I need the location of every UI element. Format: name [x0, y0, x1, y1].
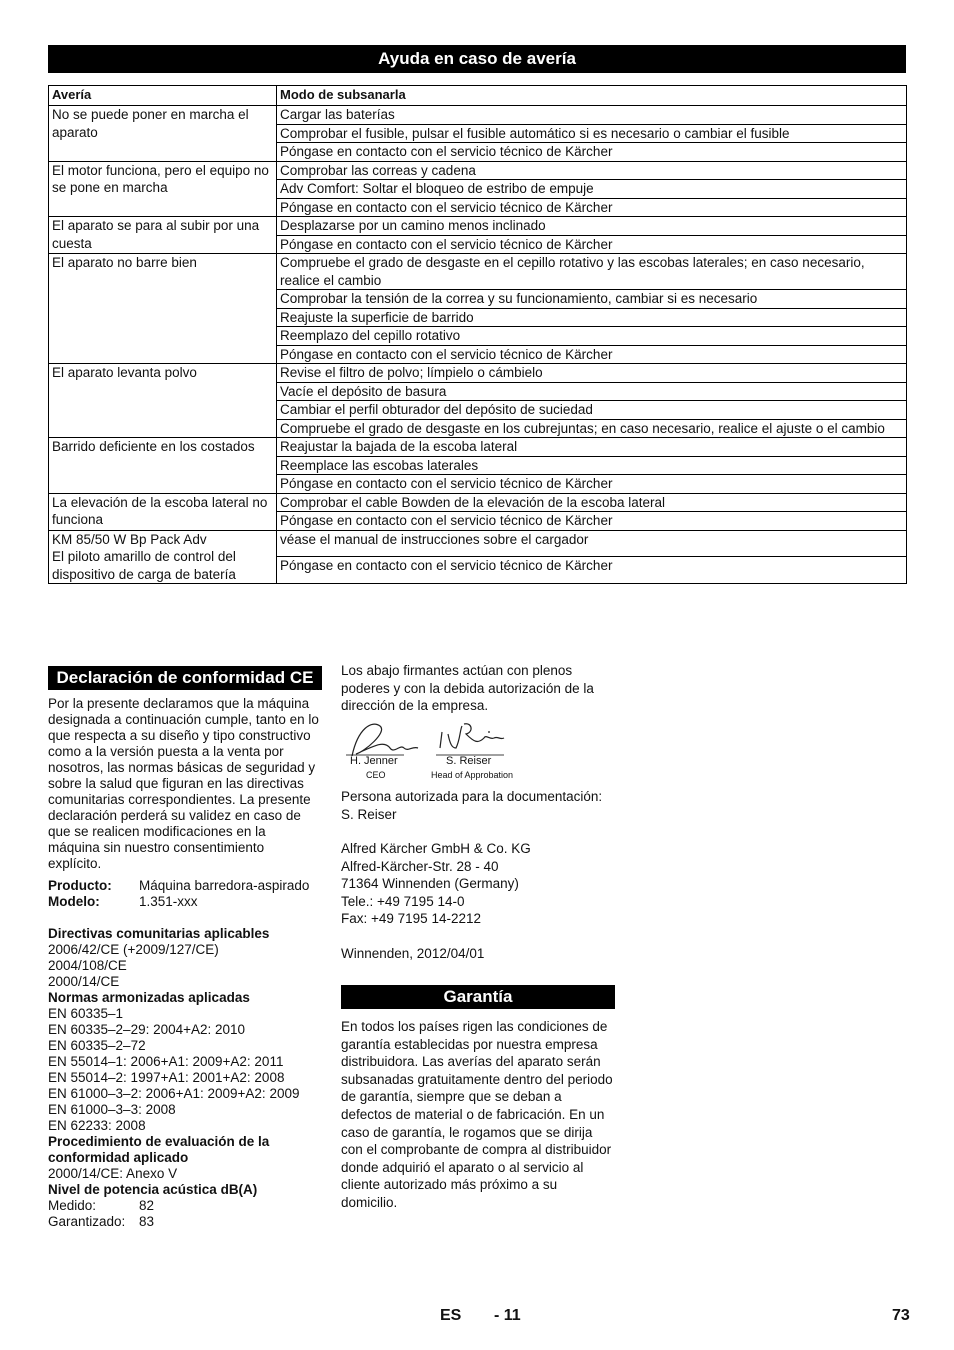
signatory-1-role: CEO — [366, 770, 386, 780]
table-row — [49, 530, 907, 557]
directives-title: Directivas comunitarias aplicables — [48, 926, 270, 941]
table-row — [49, 438, 907, 457]
noise-title: Nivel de potencia acústica dB(A) — [48, 1182, 258, 1197]
footer-page-total: 73 — [892, 1307, 910, 1324]
column-header-remedy: Modo de subsanarla — [277, 86, 907, 106]
norm-item: EN 60335–2–29: 2004+A2: 2010 — [48, 1022, 246, 1037]
directive-item: 2000/14/CE — [48, 974, 120, 989]
section-title-troubleshooting: Ayuda en caso de avería — [48, 45, 906, 73]
signatory-1-name: H. Jenner — [350, 755, 398, 767]
remedy-cell: Comprobar el cable Bowden de la elevación de la escoba lateral — [277, 493, 907, 512]
footer-page-local: - 11 — [494, 1307, 521, 1324]
remedy-cell: Póngase en contacto con el servicio técnico de Kärcher — [277, 512, 907, 531]
declaration-column — [48, 666, 322, 1230]
declaration-intro: Por la presente declaramos que la máquina designada a continuación cumple, tanto en lo que respecta a su diseño y tipo constructivo como a la versión puesta a la venta por nosotros, las normas básicas de seguridad y sobre la salud que figuran en las directivas comunitarias correspondientes. La presente declaración perderá su validez en caso de que se realicen modificaciones en la máquina sin nuestro consentimiento explícito. — [48, 696, 319, 871]
footer-language: ES — [440, 1307, 462, 1324]
fault-cell: El aparato no barre bien — [49, 254, 277, 364]
authorised-name: S. Reiser — [341, 806, 397, 822]
signature-jenner — [352, 724, 418, 756]
model-label: Modelo: — [48, 894, 100, 909]
remedy-cell: Comprobar las correas y cadena — [277, 161, 907, 180]
remedy-cell: Vacíe el depósito de basura — [277, 382, 907, 401]
address-line: Fax: +49 7195 14-2212 — [341, 911, 481, 926]
measured-label: Medido: — [48, 1198, 97, 1213]
guaranteed-label: Garantizado: — [48, 1214, 126, 1229]
model-value: 1.351-xxx — [139, 894, 198, 909]
warranty-text: En todos los países rigen las condiciones de garantía establecidas por nuestra empresa distribuidora. Las averías del aparato serán subsanadas gratuitamente dentro del periodo de garantía, siempre que se deban a defectos de material o de fabricación. En un caso de garantía, le rogamos que se dirija con el comprobante de compra al distribuidor donde adquirió el aparato o al servicio al cliente autorizado más próximo a su domicilio. — [341, 1019, 613, 1210]
directives-list — [48, 942, 322, 990]
product-label: Producto: — [48, 878, 112, 893]
remedy-cell: Revise el filtro de polvo; límpielo o cámbielo — [277, 364, 907, 383]
signatory-2-role: Head of Approbation — [431, 770, 514, 780]
remedy-cell: Reemplazo del cepillo rotativo — [277, 327, 907, 346]
fault-cell: KM 85/50 W Bp Pack Adv El piloto amarillo de control del dispositivo de carga de batería — [49, 530, 277, 584]
remedy-cell: Comprobar la tensión de la correa y su funcionamiento, cambiar si es necesario — [277, 290, 907, 309]
remedy-cell: Póngase en contacto con el servicio técnico de Kärcher — [277, 235, 907, 254]
remedy-cell: Póngase en contacto con el servicio técnico de Kärcher — [277, 475, 907, 494]
norms-list — [48, 1006, 322, 1134]
fault-cell: El aparato levanta polvo — [49, 364, 277, 438]
troubleshooting-table — [48, 85, 907, 584]
remedy-cell: Póngase en contacto con el servicio técnico de Kärcher — [277, 557, 907, 584]
authorised-person-block — [341, 788, 615, 962]
norm-item: EN 55014–2: 1997+A1: 2001+A2: 2008 — [48, 1070, 285, 1085]
remedy-cell: Reemplace las escobas laterales — [277, 456, 907, 475]
product-value: Máquina barredora-aspirado — [139, 878, 310, 893]
table-row — [49, 493, 907, 512]
fault-cell: El motor funciona, pero el equipo no se pone en marcha — [49, 161, 277, 217]
address-line: 71364 Winnenden (Germany) — [341, 876, 519, 891]
measured-row — [48, 1198, 322, 1214]
remedy-cell: Adv Comfort: Soltar el bloqueo de estribo de empuje — [277, 180, 907, 199]
directive-item: 2004/108/CE — [48, 958, 127, 973]
procedure-title: Procedimiento de evaluación de la conformidad aplicado — [48, 1134, 270, 1165]
remedy-cell: véase el manual de instrucciones sobre el cargador — [277, 530, 907, 557]
remedy-cell: Desplazarse por un camino menos inclinado — [277, 217, 907, 236]
fault-cell: La elevación de la escoba lateral no funciona — [49, 493, 277, 530]
fault-cell: No se puede poner en marcha el aparato — [49, 106, 277, 162]
company-address — [341, 840, 615, 928]
address-line: Tele.: +49 7195 14-0 — [341, 893, 465, 909]
place-date: Winnenden, 2012/04/01 — [341, 945, 485, 961]
measured-value: 82 — [139, 1198, 155, 1213]
remedy-cell: Póngase en contacto con el servicio técnico de Kärcher — [277, 143, 907, 162]
remedy-cell: Cambiar el perfil obturador del depósito de suciedad — [277, 401, 907, 420]
signatory-intro: Los abajo firmantes actúan con plenos poderes y con la debida autorización de la dirección de la empresa. — [341, 663, 594, 713]
norm-item: EN 55014–1: 2006+A1: 2009+A2: 2011 — [48, 1054, 284, 1069]
address-line: Alfred Kärcher GmbH & Co. KG — [341, 841, 531, 856]
table-row — [49, 106, 907, 125]
section-title-warranty: Garantía — [341, 985, 615, 1009]
remedy-cell: Comprobar el fusible, pulsar el fusible automático si es necesario o cambiar el fusible — [277, 124, 907, 143]
procedure-value: 2000/14/CE: Anexo V — [48, 1166, 178, 1181]
remedy-cell: Compruebe el grado de desgaste en el cepillo rotativo y las escobas laterales; en caso necesario, realice el cambio — [277, 254, 907, 290]
address-line: Alfred-Kärcher-Str. 28 - 40 — [341, 858, 499, 874]
guaranteed-row — [48, 1214, 322, 1230]
norm-item: EN 61000–3–3: 2008 — [48, 1102, 176, 1117]
norm-item: EN 61000–3–2: 2006+A1: 2009+A2: 2009 — [48, 1086, 300, 1101]
norm-item: EN 60335–1 — [48, 1006, 124, 1021]
guaranteed-value: 83 — [139, 1214, 155, 1229]
signatory-2-name: S. Reiser — [446, 755, 492, 767]
table-header-row — [49, 86, 907, 106]
fault-cell: El aparato se para al subir por una cuesta — [49, 217, 277, 254]
product-row — [48, 878, 322, 894]
signatory-column — [341, 662, 615, 715]
column-header-fault: Avería — [49, 86, 277, 106]
remedy-cell: Póngase en contacto con el servicio técnico de Kärcher — [277, 345, 907, 364]
warranty-section — [341, 985, 615, 1212]
signature-reiser — [440, 724, 504, 748]
model-row — [48, 894, 322, 910]
table-row — [49, 254, 907, 290]
remedy-cell: Reajustar la bajada de la escoba lateral — [277, 438, 907, 457]
table-row — [49, 161, 907, 180]
authorised-label: Persona autorizada para la documentación: — [341, 789, 603, 804]
norms-title: Normas armonizadas aplicadas — [48, 990, 250, 1005]
section-title-declaration: Declaración de conformidad CE — [48, 666, 322, 690]
remedy-cell: Póngase en contacto con el servicio técnico de Kärcher — [277, 198, 907, 217]
norm-item: EN 60335–2–72 — [48, 1038, 146, 1053]
directive-item: 2006/42/CE (+2009/127/CE) — [48, 942, 219, 957]
norm-item: EN 62233: 2008 — [48, 1118, 146, 1133]
table-row — [49, 217, 907, 236]
remedy-cell: Compruebe el grado de desgaste en los cubrejuntas; en caso necesario, realice el ajuste o el cambio — [277, 419, 907, 438]
table-row — [49, 364, 907, 383]
remedy-cell: Cargar las baterías — [277, 106, 907, 125]
remedy-cell: Reajuste la superficie de barrido — [277, 308, 907, 327]
fault-cell: Barrido deficiente en los costados — [49, 438, 277, 494]
